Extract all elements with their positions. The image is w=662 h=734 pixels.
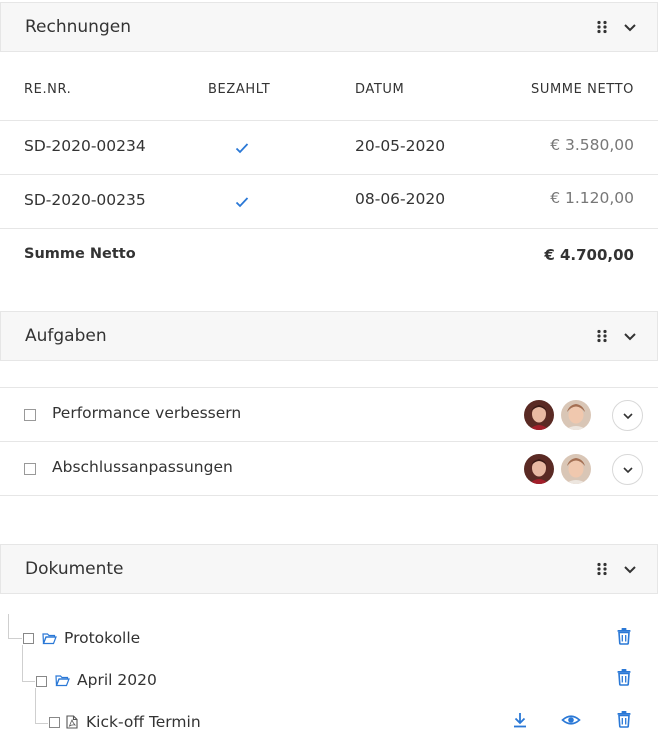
check-icon [235,142,249,154]
person-avatar-icon [524,400,554,430]
expand-task-button[interactable] [612,400,643,431]
avatar [524,400,554,430]
task-row [0,442,658,496]
drag-handle-icon[interactable] [595,329,609,343]
invoice-number[interactable]: SD-2020-00234 [24,137,146,155]
tree-connector [22,645,23,681]
tree-connector [8,638,22,639]
documents-panel-title: Dokumente [25,559,124,579]
pdf-file-icon [66,715,78,729]
task-label[interactable]: Performance verbessern [52,404,242,422]
expand-task-button[interactable] [612,454,643,485]
download-icon[interactable] [512,711,528,729]
person-avatar-icon [561,400,591,430]
person-avatar-icon [524,454,554,484]
column-header-amount: SUMME NETTO [531,82,634,97]
divider [0,228,658,229]
divider [0,495,658,496]
tasks-panel-controls [595,312,637,360]
person-avatar-icon [561,454,591,484]
column-header-number: RE.NR. [24,82,72,97]
total-value: € 4.700,00 [544,246,634,264]
tasks-panel-header [0,311,658,361]
task-checkbox[interactable] [24,409,36,421]
drag-handle-icon[interactable] [595,562,609,576]
tree-checkbox[interactable] [36,676,47,687]
divider [0,120,658,121]
drag-handle-icon[interactable] [595,20,609,34]
tree-connector [22,681,35,682]
tree-connector [8,614,9,638]
invoice-date: 08-06-2020 [355,190,446,208]
avatar [561,400,591,430]
trash-icon[interactable] [616,668,632,686]
chevron-down-icon[interactable] [623,20,637,34]
tree-item-label[interactable]: April 2020 [77,671,157,689]
tree-connector [35,723,48,724]
avatar [524,454,554,484]
total-label: Summe Netto [24,246,136,262]
folder-open-icon [42,632,57,645]
tree-item-label[interactable]: Protokolle [64,629,141,647]
invoices-panel-header [0,2,658,52]
avatar [561,454,591,484]
trash-icon[interactable] [616,710,632,728]
invoice-amount: € 1.120,00 [550,189,634,207]
folder-open-icon [55,674,70,687]
task-checkbox[interactable] [24,463,36,475]
tree-checkbox[interactable] [23,633,34,644]
tree-checkbox[interactable] [49,717,60,728]
column-header-date: DATUM [355,82,405,97]
check-icon [235,196,249,208]
documents-panel-controls [595,545,637,593]
tree-item-label[interactable]: Kick-off Termin [86,713,201,731]
divider [0,174,658,175]
eye-icon[interactable] [561,711,581,729]
invoice-date: 20-05-2020 [355,137,446,155]
column-header-paid: BEZAHLT [208,82,271,97]
chevron-down-icon[interactable] [623,562,637,576]
invoice-number[interactable]: SD-2020-00235 [24,191,146,209]
tasks-panel-title: Aufgaben [25,326,107,346]
task-row [0,388,658,442]
task-label[interactable]: Abschlussanpassungen [52,458,233,476]
invoices-panel-controls [595,3,637,51]
invoice-amount: € 3.580,00 [550,136,634,154]
tree-connector [35,688,36,723]
trash-icon[interactable] [616,627,632,645]
chevron-down-icon [622,410,634,422]
documents-panel-header [0,544,658,594]
chevron-down-icon[interactable] [623,329,637,343]
chevron-down-icon [622,464,634,476]
invoices-panel-title: Rechnungen [25,17,131,37]
